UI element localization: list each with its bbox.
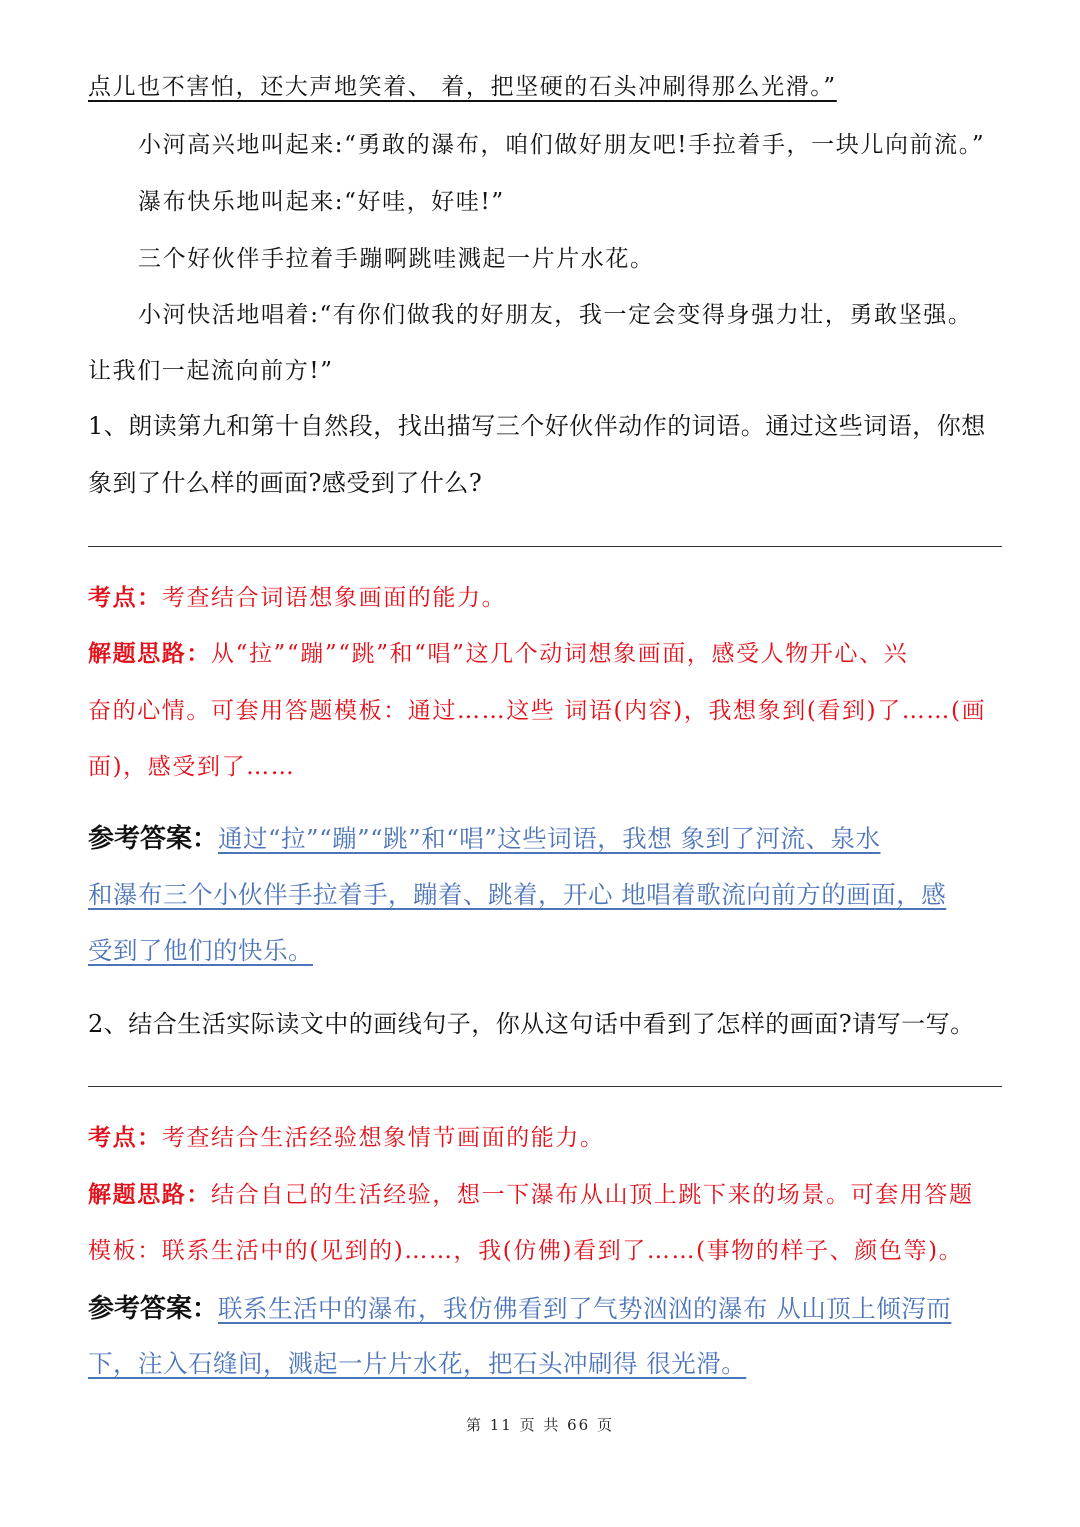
answer-text: 下，注入石缝间，溅起一片片水花，把石头冲刷得 很光滑。 (88, 1349, 747, 1378)
silu-label: 解题思路： (88, 1181, 211, 1208)
passage-line: 瀑布快乐地叫起来:“好哇，好哇!” (138, 189, 505, 215)
silu-text: 结合自己的生活经验，想一下瀑布从山顶上跳下来的场景。可套用答题 (211, 1182, 974, 1208)
kaodian-label: 考点： (88, 1124, 162, 1151)
kaodian-1 (88, 579, 506, 612)
silu-label: 解题思路： (88, 640, 211, 667)
silu-1-line: 奋的心情。可套用答题模板：通过……这些 词语(内容)，我想象到(看到)了……(画 (88, 698, 987, 724)
answer-text: 联系生活中的瀑布，我仿佛看到了气势汹汹的瀑布 从山顶上倾泻而 (218, 1294, 952, 1323)
passage-line: 让我们一起流向前方!” (88, 358, 334, 384)
kaodian-text: 考查结合词语想象画面的能力。 (161, 585, 507, 611)
kaodian-2 (88, 1119, 605, 1152)
question-1-text: 1、朗读第九和第十自然段，找出描写三个好伙伴动作的词语。通过这些词语，你想 (88, 412, 986, 440)
answer-text: 通过“拉”“蹦”“跳”和“唱”这些词语，我想 象到了河流、泉水 (218, 824, 881, 853)
answer-2 (88, 1288, 951, 1325)
silu-1 (88, 635, 908, 668)
answer-blank-line (88, 546, 1002, 547)
silu-2-line: 模板：联系生活中的(见到的)……，我(仿佛)看到了……(事物的样子、颜色等)。 (88, 1238, 964, 1264)
passage-line: 小河快活地唱着:“有你们做我的好朋友，我一定会变得身强力壮，勇敢坚强。 (138, 302, 973, 328)
silu-text: 从“拉”“蹦”“跳”和“唱”这几个动词想象画面，感受人物开心、兴 (211, 641, 909, 667)
answer-text: 和瀑布三个小伙伴手拉着手，蹦着、跳着，开心 地唱着歌流向前方的画面，感 (88, 880, 947, 909)
answer-blank-line (88, 1086, 1002, 1087)
question-2-text: 2、结合生活实际读文中的画线句子，你从这句话中看到了怎样的画面?请写一写。 (88, 1010, 975, 1038)
answer-1 (88, 818, 881, 855)
silu-2 (88, 1176, 974, 1209)
kaodian-text: 考查结合生活经验想象情节画面的能力。 (161, 1125, 605, 1151)
page-footer: 第 11 页 共 66 页 (465, 1416, 614, 1434)
answer-label: 参考答案： (88, 1294, 219, 1324)
passage-line-underlined: 点儿也不害怕，还大声地笑着、 着，把坚硬的石头冲刷得那么光滑。” (88, 74, 837, 100)
kaodian-label: 考点： (88, 584, 162, 611)
passage-line: 小河高兴地叫起来:“勇敢的瀑布，咱们做好朋友吧!手拉着手，一块儿向前流。” (138, 132, 986, 158)
answer-label: 参考答案： (88, 824, 219, 854)
question-1-text: 象到了什么样的画面?感受到了什么? (88, 469, 483, 497)
answer-text: 受到了他们的快乐。 (88, 936, 313, 965)
silu-1-line: 面)，感受到了…… (88, 754, 296, 780)
passage-line: 三个好伙伴手拉着手蹦啊跳哇溅起一片片水花。 (138, 246, 655, 272)
